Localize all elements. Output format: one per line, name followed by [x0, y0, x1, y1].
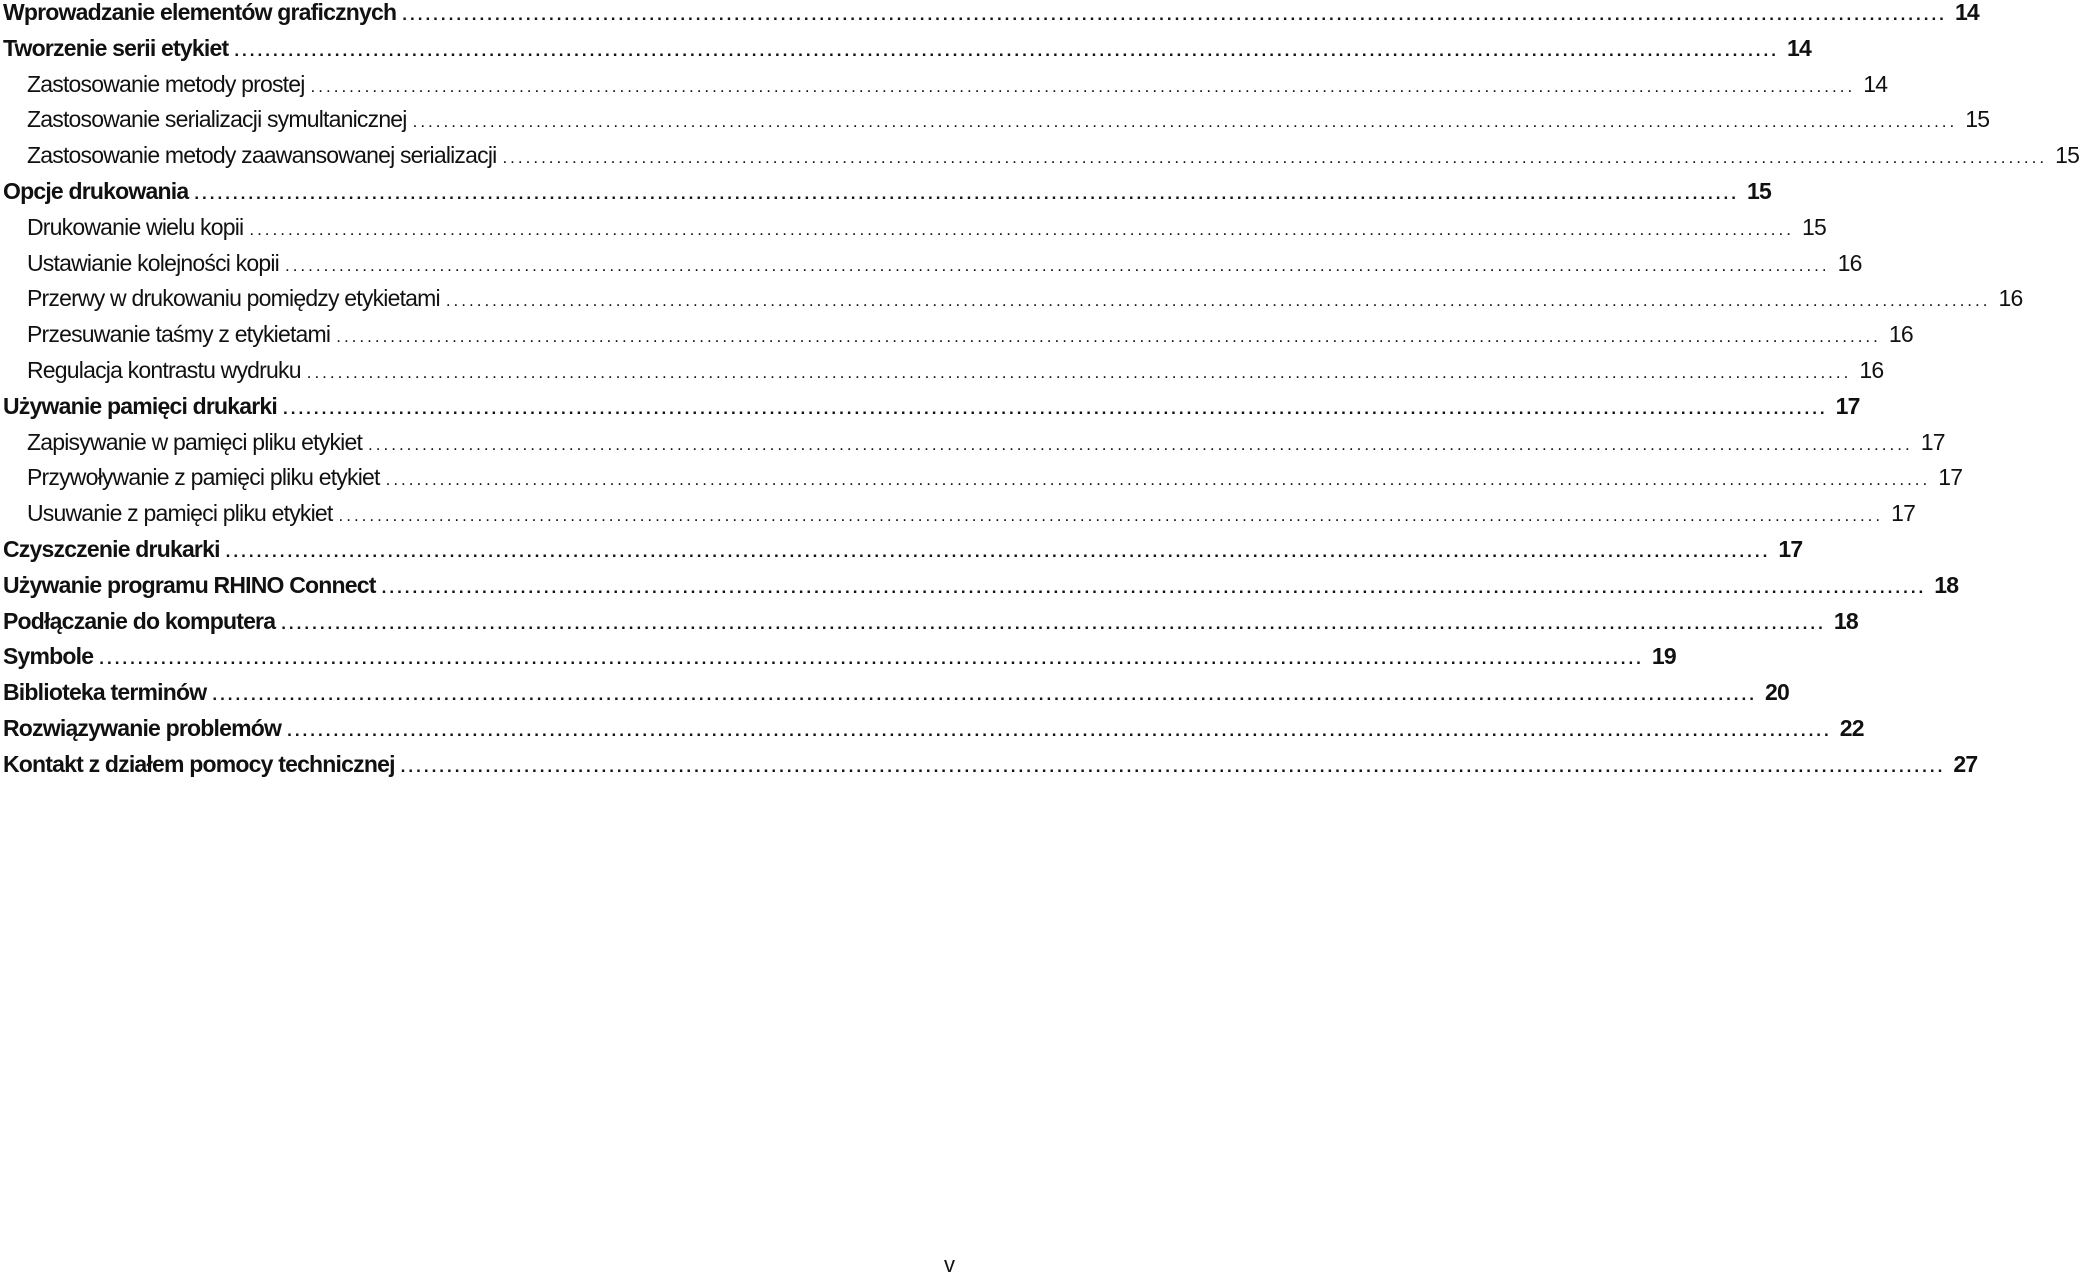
toc-entry[interactable] [3, 532, 1803, 568]
dot-leader: ........................................................................................................................................................................................................ [400, 756, 1946, 776]
toc-entry-page-number: 15 [2055, 142, 2079, 169]
toc-entry-title: Tworzenie serii etykiet [3, 34, 229, 61]
toc-entry-title: Przesuwanie taśmy z etykietami [27, 321, 331, 348]
toc-entry-title: Usuwanie z pamięci pliku etykiet [27, 500, 333, 527]
toc-entry[interactable] [3, 711, 1864, 747]
toc-entry[interactable] [3, 496, 1916, 532]
toc-entry-title: Zapisywanie w pamięci pliku etykiet [27, 428, 363, 455]
dot-leader: ........................................................................................................................................................................................................ [283, 398, 1828, 418]
toc-entry[interactable] [3, 317, 1913, 353]
toc-entry-title: Biblioteka terminów [3, 679, 207, 706]
toc-entry-title: Rozwiązywanie problemów [3, 714, 282, 741]
dot-leader: ........................................................................................................................................................................................................ [99, 649, 1644, 669]
toc-entry-page-number: 17 [1891, 500, 1916, 527]
toc-entry-page-number: 27 [1953, 750, 1978, 777]
dot-leader: ........................................................................................................................................................................................................ [194, 183, 1739, 203]
toc-entry-title: Używanie pamięci drukarki [3, 392, 278, 419]
toc-entry-page-number: 17 [1920, 428, 1945, 455]
table-of-contents [3, 0, 2079, 783]
toc-entry[interactable] [3, 138, 2079, 174]
toc-entry-title: Przywoływanie z pamięci pliku etykiet [27, 464, 380, 491]
toc-entry-page-number: 17 [1938, 464, 1963, 491]
toc-entry[interactable] [3, 604, 1858, 640]
dot-leader: ........................................................................................................................................................................................................ [310, 76, 1856, 96]
toc-entry-page-number: 16 [1998, 285, 2023, 312]
toc-entry-page-number: 18 [1833, 607, 1858, 634]
dot-leader: ........................................................................................................................................................................................................ [234, 40, 1779, 60]
toc-entry-page-number: 14 [1863, 70, 1888, 97]
dot-leader: ........................................................................................................................................................................................................ [225, 541, 1771, 561]
toc-entry-page-number: 14 [1954, 0, 1979, 25]
toc-entry-title: Kontakt z działem pomocy technicznej [3, 750, 395, 777]
toc-entry[interactable] [3, 639, 1676, 675]
toc-entry-page-number: 15 [1802, 213, 1826, 240]
toc-entry-page-number: 17 [1835, 392, 1860, 419]
toc-entry[interactable] [3, 389, 1860, 425]
dot-leader: ........................................................................................................................................................................................................ [281, 613, 1826, 633]
toc-entry[interactable] [3, 568, 1959, 604]
toc-entry-page-number: 20 [1765, 679, 1789, 706]
dot-leader: ........................................................................................................................................................................................................ [338, 506, 1884, 526]
toc-entry-page-number: 15 [1965, 106, 1990, 133]
dot-leader: ........................................................................................................................................................................................................ [381, 577, 1927, 597]
dot-leader: ........................................................................................................................................................................................................ [368, 434, 1913, 454]
toc-entry[interactable] [3, 210, 1826, 246]
toc-entry[interactable] [3, 67, 1888, 103]
toc-entry-title: Wprowadzanie elementów graficznych [3, 0, 397, 25]
dot-leader: ........................................................................................................................................................................................................ [212, 685, 1757, 705]
toc-entry-page-number: 16 [1888, 321, 1913, 348]
toc-entry-title: Drukowanie wielu kopii [27, 213, 244, 240]
toc-entry[interactable] [3, 246, 1862, 282]
toc-entry[interactable] [3, 675, 1789, 711]
toc-entry-page-number: 19 [1651, 643, 1676, 670]
dot-leader: ........................................................................................................................................................................................................ [412, 112, 1958, 132]
toc-entry[interactable] [3, 460, 1963, 496]
toc-entry-title: Zastosowanie metody prostej [27, 70, 305, 97]
dot-leader: ........................................................................................................................................................................................................ [402, 5, 1947, 24]
toc-entry-page-number: 14 [1786, 34, 1811, 61]
toc-entry[interactable] [3, 0, 1979, 31]
page-number: v [944, 1252, 955, 1277]
toc-entry[interactable] [3, 281, 2023, 317]
dot-leader: ........................................................................................................................................................................................................ [445, 291, 1991, 311]
dot-leader: ........................................................................................................................................................................................................ [336, 327, 1881, 347]
toc-entry-page-number: 17 [1778, 535, 1803, 562]
toc-entry[interactable] [3, 174, 1771, 210]
toc-entry-page-number: 16 [1837, 249, 1862, 276]
dot-leader: ........................................................................................................................................................................................................ [502, 148, 2048, 168]
dot-leader: ........................................................................................................................................................................................................ [385, 470, 1931, 490]
toc-entry-title: Zastosowanie metody zaawansowanej serializacji [27, 142, 497, 169]
dot-leader: ........................................................................................................................................................................................................ [287, 720, 1832, 740]
toc-entry-title: Podłączanie do komputera [3, 607, 276, 634]
toc-entry-title: Symbole [3, 643, 94, 670]
toc-entry[interactable] [3, 31, 1811, 67]
toc-entry-title: Ustawianie kolejności kopii [27, 249, 279, 276]
dot-leader: ........................................................................................................................................................................................................ [306, 362, 1852, 382]
toc-entry-page-number: 16 [1859, 356, 1884, 383]
toc-entry-title: Opcje drukowania [3, 177, 189, 204]
toc-entry-title: Regulacja kontrastu wydruku [27, 356, 301, 383]
toc-entry[interactable] [3, 747, 1978, 783]
toc-entry[interactable] [3, 353, 1884, 389]
toc-entry[interactable] [3, 102, 1990, 138]
toc-entry[interactable] [3, 425, 1945, 461]
dot-leader: ........................................................................................................................................................................................................ [284, 255, 1830, 275]
toc-entry-page-number: 18 [1934, 571, 1959, 598]
dot-leader: ........................................................................................................................................................................................................ [249, 219, 1794, 239]
toc-entry-title: Zastosowanie serializacji symultanicznej [27, 106, 407, 133]
toc-entry-title: Przerwy w drukowaniu pomiędzy etykietami [27, 285, 440, 312]
toc-entry-page-number: 22 [1839, 714, 1864, 741]
toc-entry-title: Czyszczenie drukarki [3, 535, 220, 562]
toc-entry-page-number: 15 [1746, 177, 1771, 204]
toc-entry-title: Używanie programu RHINO Connect [3, 571, 376, 598]
